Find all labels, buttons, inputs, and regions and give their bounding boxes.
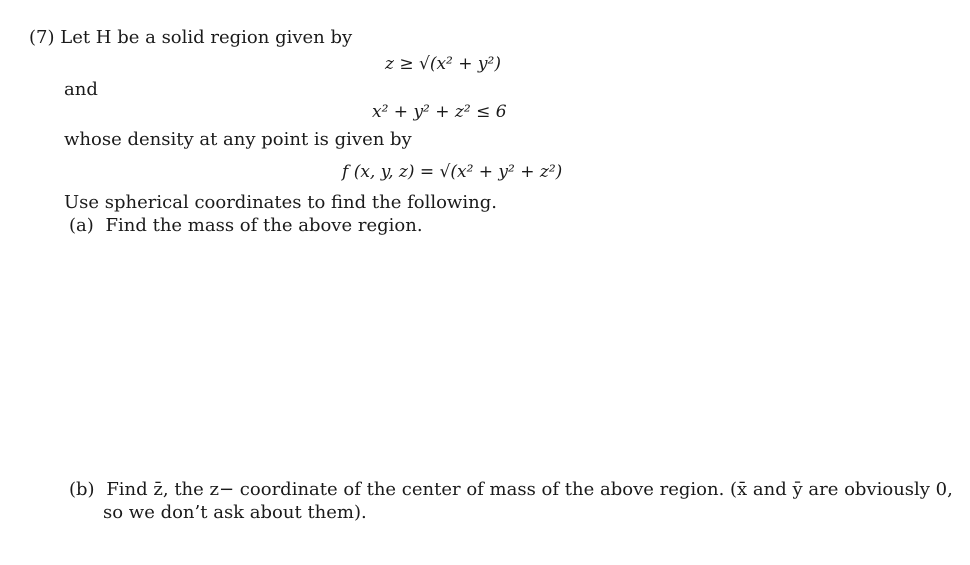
part-b <box>69 479 953 501</box>
problem-number: (7) <box>29 27 55 48</box>
part-b-text-line2: so we don’t ask about them). <box>103 502 367 523</box>
problem-intro: Let H be a solid region given by <box>60 27 353 48</box>
part-a-text: Find the mass of the above region. <box>105 215 423 236</box>
equation-density: f (x, y, z) = √(x² + y² + z²) <box>342 162 563 182</box>
density-text: whose density at any point is given by <box>64 129 412 150</box>
problem-intro-line <box>29 27 352 49</box>
part-a-label: (a) <box>69 215 94 236</box>
part-a <box>69 215 423 237</box>
part-b-label: (b) <box>69 479 95 500</box>
equation-cone: z ≥ √(x² + y²) <box>385 54 501 74</box>
instruction-text: Use spherical coordinates to find the following. <box>64 192 497 213</box>
equation-sphere: x² + y² + z² ≤ 6 <box>372 102 507 122</box>
and-text: and <box>64 79 98 100</box>
part-b-text-line1: Find z̄, the z− coordinate of the center of mass of the above region. (x̄ and ȳ are obviously 0, <box>106 479 953 500</box>
